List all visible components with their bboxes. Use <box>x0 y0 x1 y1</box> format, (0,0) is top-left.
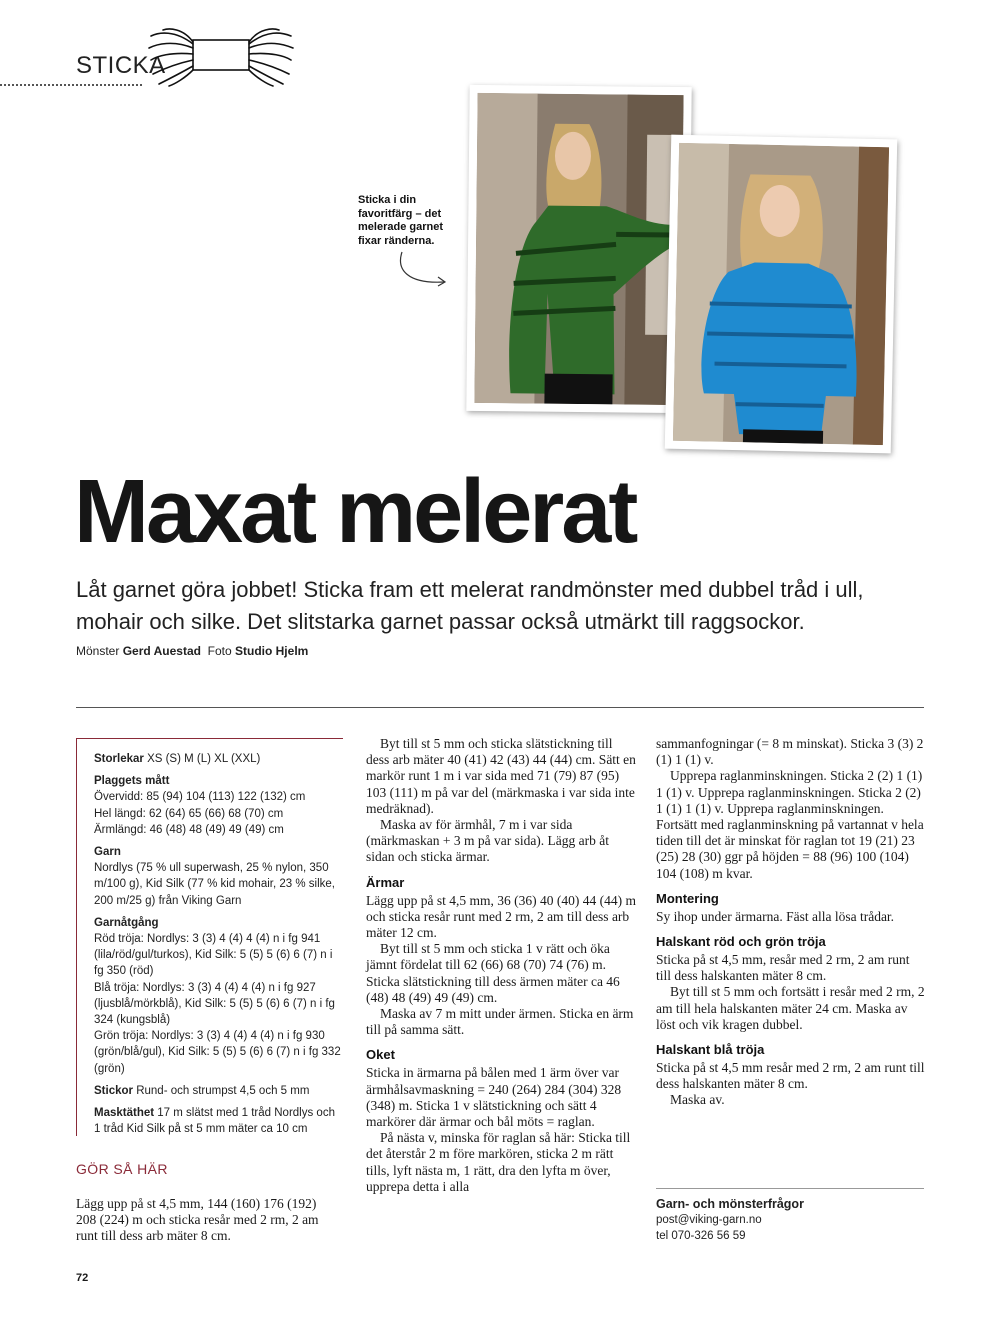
column-2 <box>366 736 636 1195</box>
gauge-value: 17 m slätst med 1 tråd Nordlys och 1 tråd Kid Silk på st 5 mm mäter ca 10 cm <box>94 1107 335 1136</box>
paragraph: Upprepa raglanminskningen. Sticka 2 (2) 1 (1) 1 (1) v. Upprepa raglanminskningen. Sticka 2 (2) 1 (1) 1 (1) v. Upprepa raglanminskningen. Fortsätt med raglanminskning på vartannat v hela tiden till det är minskat för raglan tot 19 (21) 23 (25) 28 (30) ggr på höjden = 88 (96) 100 (104) 104 (108) m kvar. <box>656 768 924 881</box>
paragraph: Maska av 7 m mitt under ärmen. Sticka en ärm till på samma sätt. <box>366 1006 634 1038</box>
measure-line: Ärmlängd: 46 (48) 48 (49) 49 (49) cm <box>94 823 284 836</box>
photo-caption: Sticka i din favoritfärg – det melerade garnet fixar ränderna. <box>358 194 443 247</box>
paragraph: Byt till st 5 mm och sticka slätstickning till dess arb mäter 40 (41) 42 (43) 44 (44) cm. Sätt en markör runt 1 m i var sida med 71 (79) 87 (95) 103 (111) m på var del (märkmaska i var sida inte medräknad). <box>366 736 636 816</box>
sleeves-heading: Ärmar <box>366 874 405 890</box>
photo-label: Foto <box>207 644 232 658</box>
paragraph: På nästa v, minska för raglan så här: Sticka till det återstår 2 m före markören, sticka 2 m rätt tills, lyft nästa m, 1 rätt, dra den lyfta m över, upprepa detta i alla <box>366 1130 631 1194</box>
sizes-value: XS (S) M (L) XL (XXL) <box>147 753 261 765</box>
howto-heading: GÖR SÅ HÄR <box>76 1161 168 1177</box>
paragraph: Sticka in ärmarna på bålen med 1 ärm över var ärmhålsavmaskning = 240 (264) 284 (304) 328 (348) m. Sticka 1 v slätstickning och sätt 4 markörer där ärmar och bål möts = raglan. <box>366 1065 622 1130</box>
needles-row <box>94 1083 344 1099</box>
photo-author: Studio Hjelm <box>234 644 309 658</box>
yarn-text: Nordlys (75 % ull superwash, 25 % nylon, 350 m/100 g), Kid Silk (77 % kid mohair, 23 % silke, 200 m/25 g) från Viking Garn <box>94 862 335 907</box>
photo-green-sweater <box>466 85 691 413</box>
paragraph: Sticka på st 4,5 mm, resår med 2 rm, 2 am runt till dess halskanten mäter 8 cm. <box>656 952 910 984</box>
neck-red-green-heading: Halskant röd och grön tröja <box>656 934 826 950</box>
contact-box <box>656 1196 924 1244</box>
horizontal-rule <box>76 707 924 708</box>
paragraph: Sticka på st 4,5 mm resår med 2 rm, 2 am runt till dess halskanten mäter 8 cm. <box>656 1060 925 1092</box>
needles-value: Rund- och strumpst 4,5 och 5 mm <box>136 1084 310 1097</box>
arrow-icon <box>394 250 454 290</box>
consumption-line: Blå tröja: Nordlys: 3 (3) 4 (4) 4 (4) n i fg 927 (ljusblå/mörkblå), Kid Silk: 5 (5) 5 (6) 6 (7) n i fg 324 (kungsblå) <box>94 981 335 1027</box>
page-title: Maxat melerat <box>74 462 636 562</box>
paragraph: Byt till st 5 mm och fortsätt i resår med 2 rm, 2 am till hela halskanten mäter 24 cm. Maska av löst och vik kragen dubbel. <box>656 984 925 1032</box>
section-label: STICKA <box>76 52 166 79</box>
paragraph: sammanfogningar (= 8 m minskat). Sticka 3 (3) 2 (1) 1 (1) v. <box>656 736 924 768</box>
gauge-row <box>94 1105 344 1137</box>
lead-paragraph: Låt garnet göra jobbet! Sticka fram ett melerat randmönster med dubbel tråd i ull, mohair och silke. Det slitstarka garnet passar också utmärkt till raggsockor. <box>76 577 864 634</box>
howto-intro <box>76 1196 338 1245</box>
measures-heading: Plaggets mått <box>94 775 170 788</box>
consumption-line: Grön tröja: Nordlys: 3 (3) 4 (4) 4 (4) n i fg 930 (grön/blå/gul), Kid Silk: 5 (5) 5 (6) 6 (7) n i fg 332 (grön) <box>94 1030 341 1075</box>
measure-line: Övervidd: 85 (94) 104 (113) 122 (132) cm <box>94 791 306 804</box>
contact-email[interactable]: post@viking-garn.no <box>656 1214 762 1226</box>
yarn-heading: Garn <box>94 846 121 859</box>
needles-label: Stickor <box>94 1084 133 1097</box>
paragraph: Lägg upp på st 4,5 mm, 144 (160) 176 (192) 208 (224) m och sticka resår med 2 rm, 2 am runt till dess arb mäter 8 cm. <box>76 1196 319 1244</box>
consumption-line: Röd tröja: Nordlys: 3 (3) 4 (4) 4 (4) n i fg 941 (lila/röd/gul/turkos), Kid Silk: 5 (5) 5 (6) 6 (7) n i fg 350 (röd) <box>94 933 333 978</box>
section-divider <box>0 84 142 86</box>
yoke-heading: Oket <box>366 1047 395 1063</box>
contact-heading: Garn- och mönsterfrågor <box>656 1197 804 1211</box>
neck-blue-heading: Halskant blå tröja <box>656 1042 765 1058</box>
pattern-label: Mönster <box>76 644 120 658</box>
contact-phone: tel 070-326 56 59 <box>656 1230 746 1242</box>
contact-divider <box>656 1188 924 1189</box>
sizes-row <box>94 751 344 767</box>
consumption-heading: Garnåtgång <box>94 916 159 929</box>
column-3 <box>656 736 926 1109</box>
green-sweater-image <box>474 93 683 405</box>
paragraph: Maska av för ärmhål, 7 m i var sida (märkmaskan + 3 m på var sida). Lägg arb åt sidan och sticka ärmar. <box>366 817 610 865</box>
measure-line: Hel längd: 62 (64) 65 (66) 68 (70) cm <box>94 807 284 820</box>
blue-sweater-image <box>673 143 889 445</box>
pattern-facts-box <box>76 738 343 1136</box>
yarn-skein-icon <box>145 26 295 88</box>
sizes-label: Storlekar <box>94 753 144 765</box>
paragraph: Lägg upp på st 4,5 mm, 36 (36) 40 (40) 44 (44) m och sticka resår runt med 2 rm, 2 am till dess arb mäter 12 cm. <box>366 892 636 941</box>
page-number: 72 <box>76 1272 89 1284</box>
pattern-author: Gerd Auestad <box>122 644 201 658</box>
paragraph: Sy ihop under ärmarna. Fäst alla lösa trådar. <box>656 908 895 924</box>
assembly-heading: Montering <box>656 890 719 906</box>
gauge-label: Masktäthet <box>94 1107 155 1120</box>
paragraph: Maska av. <box>670 1092 725 1108</box>
paragraph: Byt till st 5 mm och sticka 1 v rätt och öka jämnt fördelat till 62 (66) 68 (70) 74 (76) m. Sticka slätstickning till dess ärmen mäter ca 46 (48) 48 (49) 49 (49) cm. <box>366 941 620 1005</box>
photo-blue-sweater <box>665 135 898 454</box>
credits <box>76 644 308 658</box>
